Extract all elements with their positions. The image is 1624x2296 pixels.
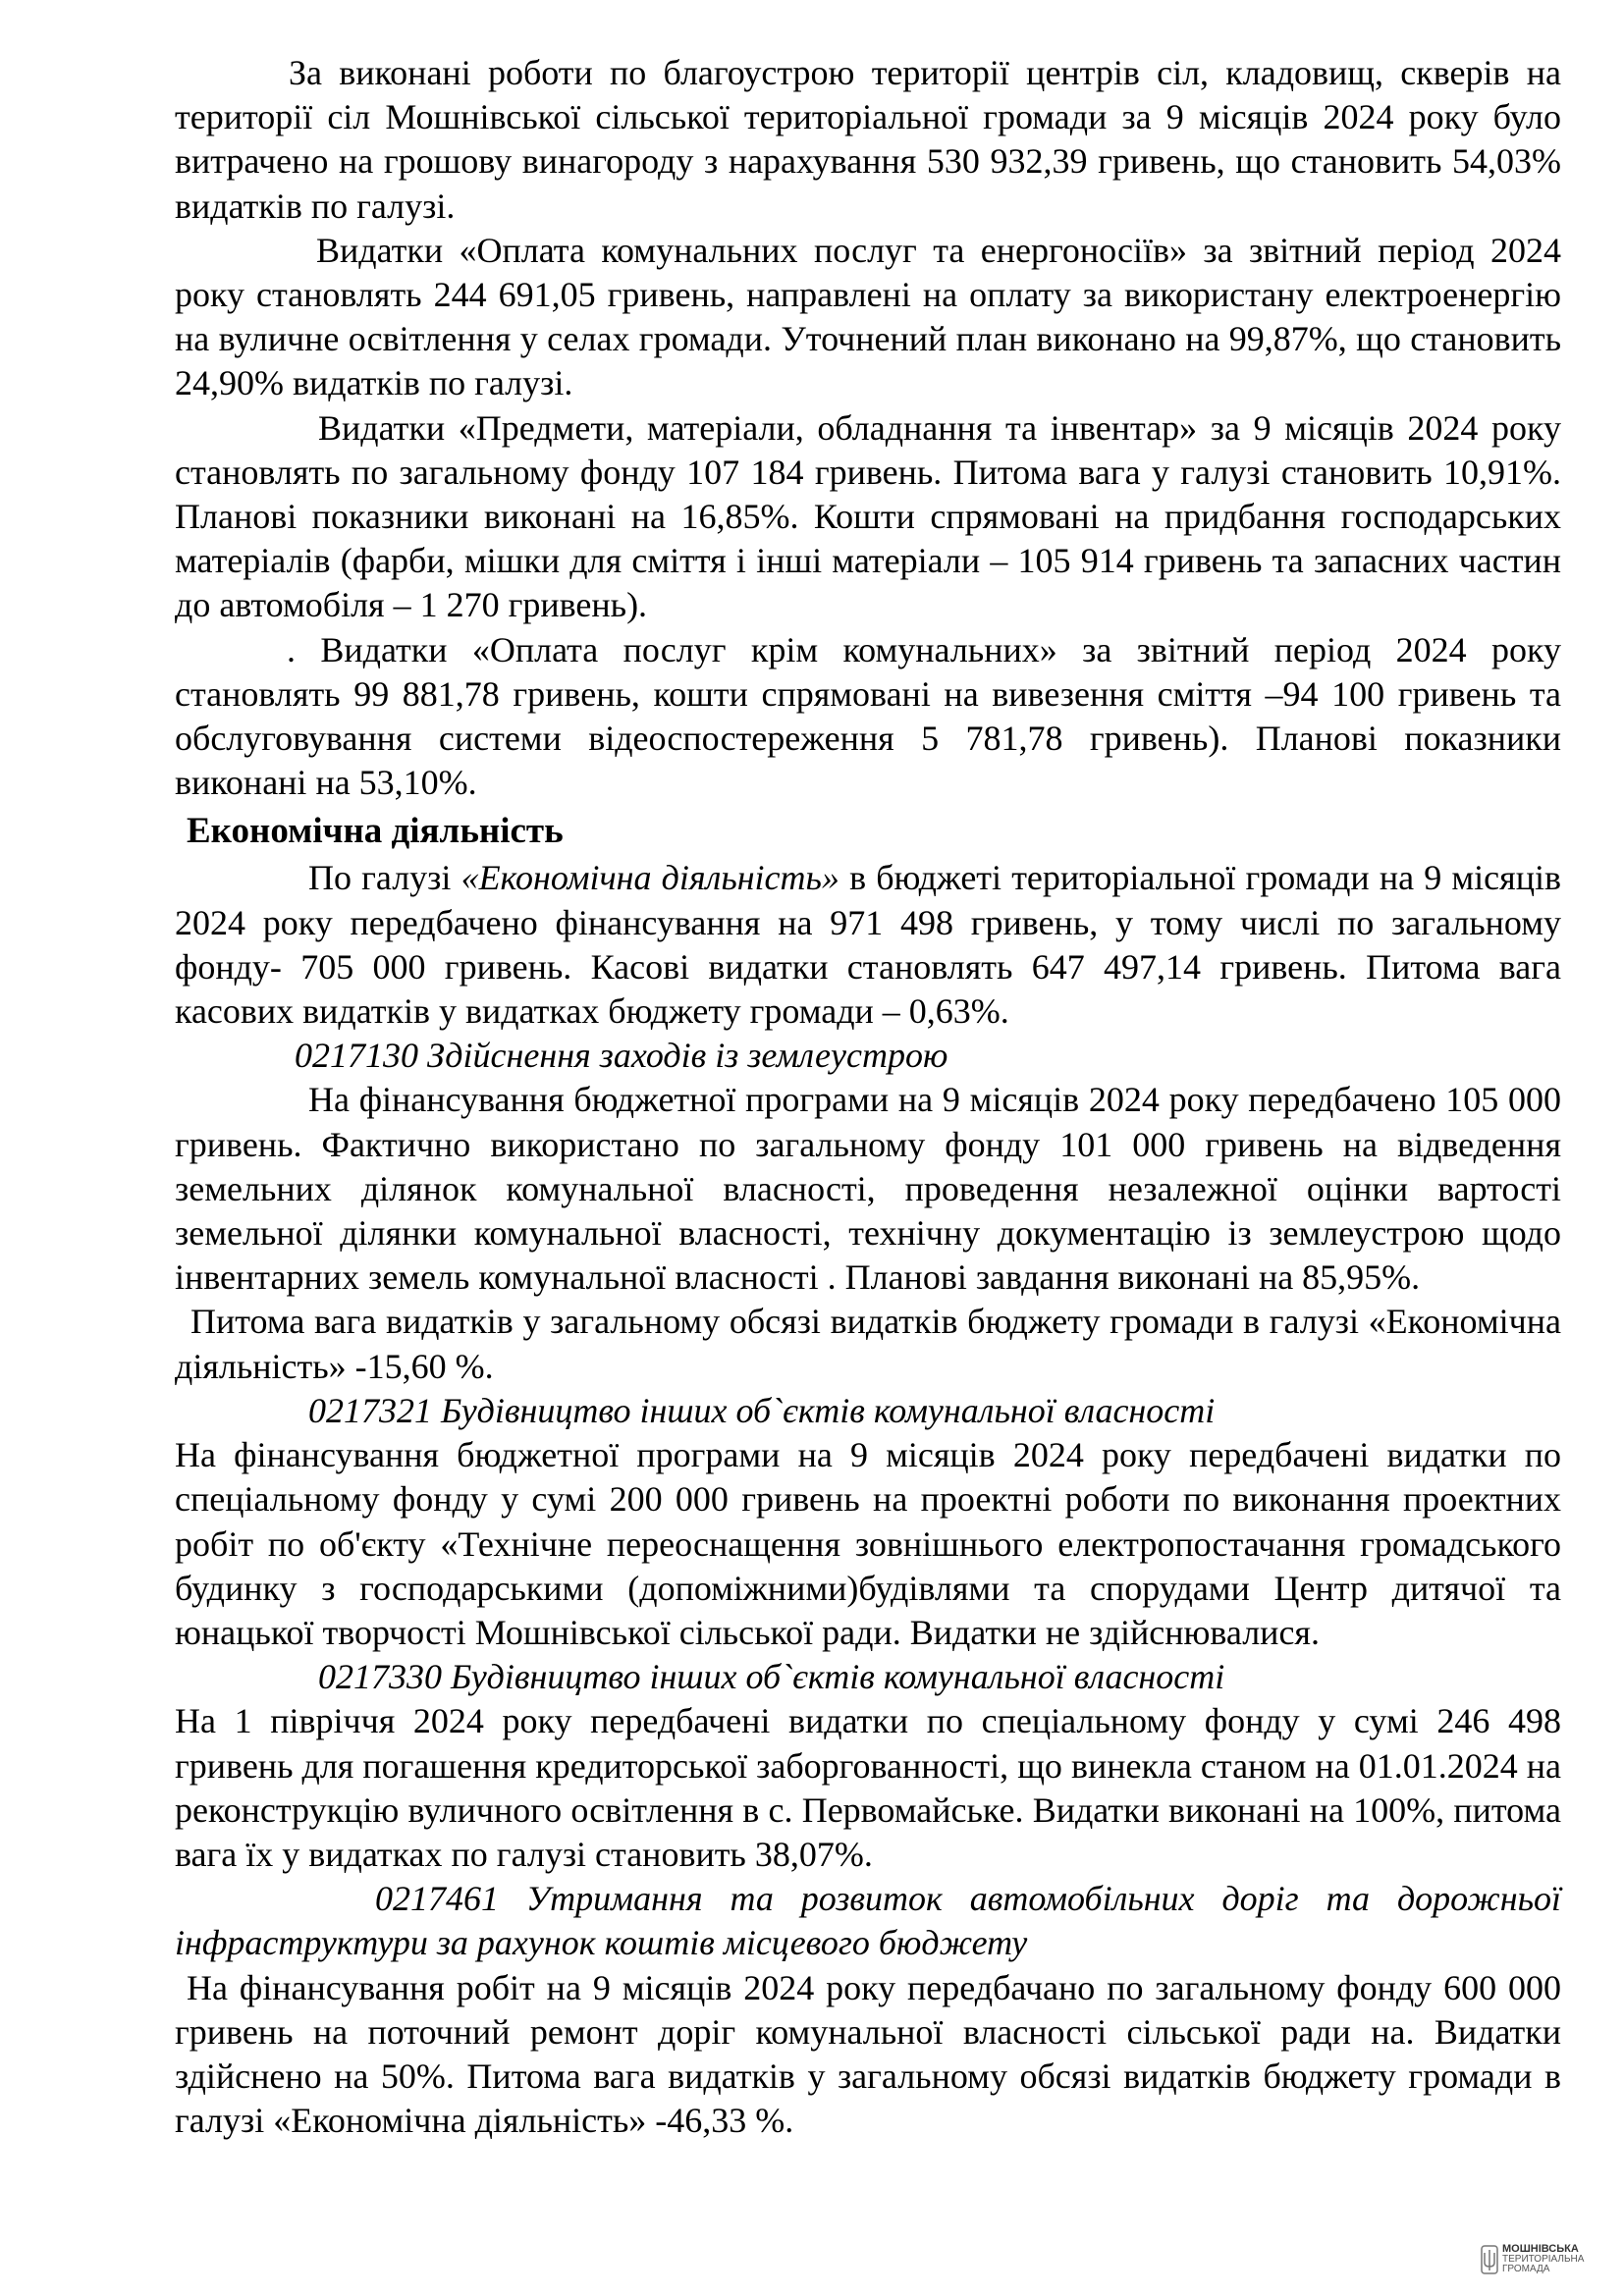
econ-intro-before: По галузі [308,858,461,898]
document-page [175,51,1561,2143]
paragraph-econ-intro [175,856,1561,1034]
logo-line-2: ТЕРИТОРІАЛЬНА [1502,2254,1585,2265]
program-text-0217321: На фінансування бюджетної програми на 9 місяців 2024 року передбачені видатки по спеціальному фонду у сумі 200 000 гривень на проектні роботи по виконання проектних робіт по об'єкту «Технічне переоснащення зовнішнього електропостачання громадського будинку з господарськими (допоміжними)будівлями та спорудами Центр дитячої та юнацької творчості Мошнівської сільської ради. Видатки не здійснювалися. [175,1435,1561,1652]
logo-line-1: МОШНІВСЬКА [1502,2243,1579,2255]
paragraph-utilities: Видатки «Оплата комунальних послуг та енергоносіїв» за звітний період 2024 року становлять 244 691,05 гривень, направлені на оплату за використану електроенергію на вуличне освітлення у селах громади. Уточнений план виконано на 99,87%, що становить 24,90% видатків по галузі. [175,230,1561,403]
program-text-0217330: На 1 півріччя 2024 року передбачені видатки по спеціальному фонду у сумі 246 498 гривень для погашення кредиторської заборгованності, що винекла станом на 01.01.2024 на реконструкцію вуличного освітлення в с. Первомайське. Видатки виконані на 100%, питома вага їх у видатках по галузі становить 38,07%. [175,1701,1561,1874]
community-logo [1481,2244,1584,2274]
program-title-0217461: 0217461 Утримання та розвиток автомобільних доріг та дорожньої інфраструктури за рахунок коштів місцевого бюджету [175,1879,1561,1963]
econ-intro-italic: «Економічна діяльність» [460,858,839,898]
paragraph-landscaping: За виконані роботи по благоустрою території центрів сіл, кладовищ, скверів на території сіл Мошнівської сільської територіальної громади за 9 місяців 2024 року було витрачено на грошову винагороду з нарахування 530 932,39 гривень, що становить 54,03% видатків по галузі. [175,53,1561,226]
logo-line-3: ГРОМАДА [1502,2264,1550,2274]
program-title-0217321: 0217321 Будівництво інших об`єктів комунальної власності [308,1390,1216,1430]
program-title-0217330: 0217330 Будівництво інших об`єктів комунальної власності [318,1657,1225,1697]
program-text-0217461: На фінансування робіт на 9 місяців 2024 року передбачано по загальному фонду 600 000 гривень на поточний ремонт доріг комунальної власності сільської ради на. Видатки здійснено на 50%. Питома вага видатків у загальному обсязі видатків бюджету громади в галузі «Економічна діяльність» -46,33 %. [175,1967,1561,2141]
trident-icon [1481,2245,1498,2274]
econ-intro-after: в бюджеті територіальної громади на 9 місяців 2024 року передбачено фінансування на 971 498 гривень, у тому числі по загальному фонду- 705 000 гривень. Касові видатки становлять 647 497,14 гривень. Питома вага касових видатків у видатках бюджету громади – 0,63%. [175,858,1561,1032]
paragraph-services: . Видатки «Оплата послуг крім комунальних» за звітний період 2024 року становлять 99 881,78 гривень, кошти спрямовані на вивезення сміття –94 100 гривень та обслуговування системи відеоспостереження 5 781,78 гривень). Планові показники виконані на 53,10%. [175,629,1561,803]
program-title-0217130: 0217130 Здійснення заходів із землеустрою [295,1036,948,1076]
section-title: Економічна діяльність [187,811,564,852]
program-text-0217130: На фінансування бюджетної програми на 9 місяців 2024 року передбачено 105 000 гривень. Фактично використано по загальному фонду 101 000 гривень на відведення земельних ділянок комунальної власності, проведення незалежної оцінки вартості земельної ділянки комунальної власності, технічну документацію із землеустрою щодо інвентарних земель комунальної власності . Планові завдання виконані на 85,95%. [175,1080,1561,1298]
paragraph-materials: Видатки «Предмети, матеріали, обладнання та інвентар» за 9 місяців 2024 року становлять по загальному фонду 107 184 гривень. Питома вага у галузі становить 10,91%. Планові показники виконані на 16,85%. Кошти спрямовані на придбання господарських матеріалів (фарби, мішки для сміття і інші матеріали – 105 914 гривень та запасних частин до автомобіля – 1 270 гривень). [175,407,1561,625]
program-note-0217130: Питома вага видатків у загальному обсязі видатків бюджету громади в галузі «Економічна діяльність» -15,60 %. [175,1302,1561,1386]
